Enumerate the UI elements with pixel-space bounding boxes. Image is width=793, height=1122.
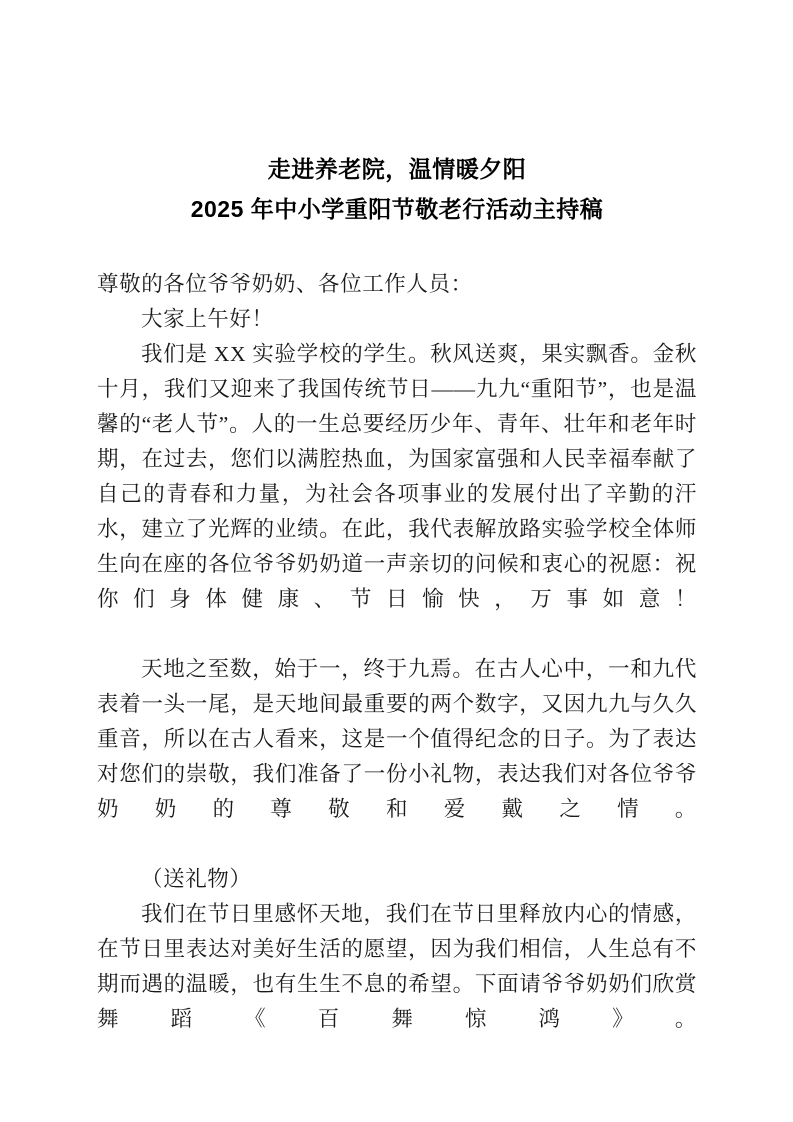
document-paragraphs <box>97 267 697 1072</box>
document-title-line-1: 走进养老院，温情暖夕阳 <box>267 156 527 182</box>
paragraph-greeting: 大家上午好！ <box>141 307 274 331</box>
paragraph-closing: 我们在节日里感怀天地，我们在节日里释放内心的情感，在节日里表达对美好生活的愿望，因为我们相信，人生总有不期而遇的温暖，也有生生不息的希望。下面请爷爷奶奶们欣赏舞蹈《百舞惊鸿》。 <box>97 902 697 1031</box>
document-body <box>97 0 697 1072</box>
document-title-line-2: 2025 年中小学重阳节敬老行活动主持稿 <box>190 196 604 222</box>
paragraph-nine-meaning: 天地之至数，始于一，终于九焉。在古人心中，一和九代表着一头一尾，是天地间最重要的两个数字，又因九九与久久重音，所以在古人看来，这是一个值得纪念的日子。为了表达对您们的崇敬，我们准备了一份小礼物，表达我们对各位爷爷奶奶的尊敬和爱戴之情。 <box>97 657 697 821</box>
paragraph-intro: 我们是 XX 实验学校的学生。秋风送爽，果实飘香。金秋十月，我们又迎来了我国传统节日——九九“重阳节”，也是温馨的“老人节”。人的一生总要经历少年、青年、壮年和老年时期，在过去，您们以满腔热血，为国家富强和人民幸福奉献了自己的青春和力量，为社会各项事业的发展付出了辛勤的汗水，建立了光辉的业绩。在此，我代表解放路实验学校全体师生向在座的各位爷爷奶奶道一声亲切的问候和衷心的祝愿：祝你们身体健康、节日愉快，万事如意！ <box>97 342 697 611</box>
document-title-block <box>97 0 697 227</box>
paragraph-salutation: 尊敬的各位爷爷奶奶、各位工作人员： <box>97 272 473 296</box>
paragraph-stage-direction-gift: （送礼物） <box>141 867 252 891</box>
